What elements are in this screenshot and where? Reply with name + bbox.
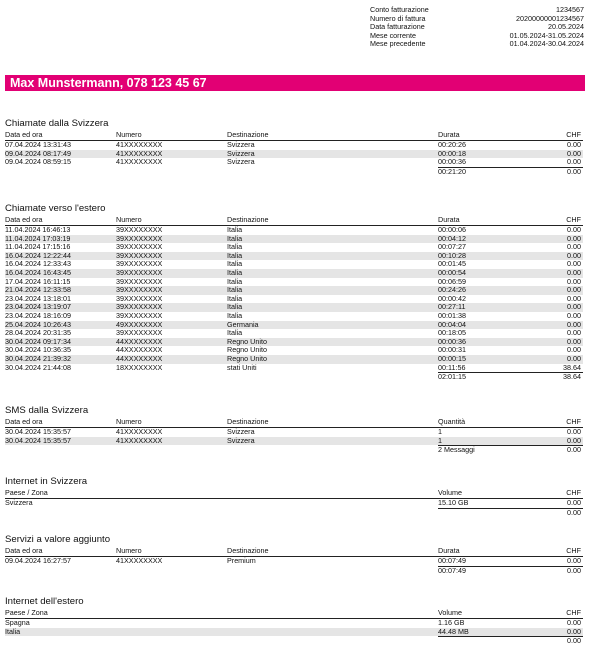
table-cell: 39XXXXXXXX xyxy=(116,233,163,243)
table-cell: 11.04.2024 17:03:19 xyxy=(5,233,71,243)
table-cell: Italia xyxy=(227,293,243,303)
column-header: CHF xyxy=(566,608,581,617)
total-row xyxy=(5,566,583,575)
table-cell: 38.64 xyxy=(563,362,581,372)
table-row xyxy=(5,364,583,373)
section-title: SMS dalla Svizzera xyxy=(5,405,89,416)
table-cell: 16.04.2024 12:33:43 xyxy=(5,259,71,269)
table-cell: 23.04.2024 13:18:01 xyxy=(5,293,71,303)
table-cell: 07.04.2024 13:31:43 xyxy=(5,140,71,149)
column-header: Volume xyxy=(438,608,462,617)
table-cell: 09.04.2024 08:17:49 xyxy=(5,148,71,158)
table-row xyxy=(5,286,583,295)
table-cell: 39XXXXXXXX xyxy=(116,242,163,252)
table-cell: 11.04.2024 16:46:13 xyxy=(5,225,71,234)
table-row xyxy=(5,260,583,269)
table-cell: 00:11:56 xyxy=(438,362,466,372)
table-cell: 0.00 xyxy=(567,328,581,338)
table-row xyxy=(5,346,583,355)
column-header: CHF xyxy=(566,417,581,426)
table-cell: Svizzera xyxy=(227,435,255,445)
table-cell: 09.04.2024 08:59:15 xyxy=(5,157,71,167)
table-cell: 00:20:26 xyxy=(438,140,466,149)
table-cell: Italia xyxy=(227,310,243,320)
column-header: Durata xyxy=(438,215,460,224)
section-4 xyxy=(5,534,583,575)
table-cell: 39XXXXXXXX xyxy=(116,310,163,320)
table-cell: 0.00 xyxy=(567,498,581,507)
table-cell: Svizzera xyxy=(227,148,255,158)
table-cell: 0.00 xyxy=(567,319,581,329)
section-5 xyxy=(5,596,583,645)
table-cell: 30.04.2024 15:35:57 xyxy=(5,435,71,445)
table-cell: Italia xyxy=(227,250,243,260)
section-0 xyxy=(5,118,583,176)
column-header: Volume xyxy=(438,488,462,497)
table-cell: Italia xyxy=(227,328,243,338)
table-cell: 00:07:49 xyxy=(438,556,466,565)
column-header: Data ed ora xyxy=(5,546,43,555)
total-row xyxy=(5,508,583,517)
table-cell: Italia xyxy=(5,626,21,636)
table-cell: 30.04.2024 10:36:35 xyxy=(5,345,71,355)
table-cell: 0.00 xyxy=(567,435,581,445)
table-cell: 28.04.2024 20:31:35 xyxy=(5,328,71,338)
table-cell: 1 xyxy=(438,427,442,436)
meta-value: 01.04.2024-30.04.2024 xyxy=(509,39,584,49)
table-cell: 0.00 xyxy=(567,427,581,436)
table-cell: 00:01:38 xyxy=(438,310,466,320)
meta-label: Conto fatturazione xyxy=(370,5,429,14)
column-header: CHF xyxy=(566,215,581,224)
table-cell: 0.00 xyxy=(567,157,581,167)
table-cell: 39XXXXXXXX xyxy=(116,302,163,312)
section-title: Chiamate verso l'estero xyxy=(5,203,106,214)
table-cell: 00:24:26 xyxy=(438,285,466,295)
invoice-meta xyxy=(370,6,584,49)
table-cell: 00:00:06 xyxy=(438,225,466,234)
table-cell: 23.04.2024 18:16:09 xyxy=(5,310,71,320)
table-cell: 30.04.2024 21:39:32 xyxy=(5,353,71,363)
total-chf: 0.00 xyxy=(567,565,581,575)
meta-value: 01.05.2024-31.05.2024 xyxy=(509,30,584,40)
section-2 xyxy=(5,405,583,454)
column-header: Destinazione xyxy=(227,546,269,555)
table-cell: 0.00 xyxy=(567,148,581,158)
table-row xyxy=(5,226,583,235)
table-cell: 30.04.2024 09:17:34 xyxy=(5,336,71,346)
table-row xyxy=(5,278,583,287)
table-cell: 00:18:05 xyxy=(438,328,466,338)
table-cell: Italia xyxy=(227,259,243,269)
total-value: 02:01:15 xyxy=(438,372,466,382)
table-cell: 0.00 xyxy=(567,626,581,636)
table-cell: 00:07:27 xyxy=(438,242,466,252)
column-header: Data ed ora xyxy=(5,215,43,224)
total-chf: 0.00 xyxy=(567,636,581,646)
total-chf: 0.00 xyxy=(567,445,581,455)
table-row xyxy=(5,303,583,312)
table-cell: 0.00 xyxy=(567,345,581,355)
table-cell: 0.00 xyxy=(567,285,581,295)
table-cell: 41XXXXXXXX xyxy=(116,435,163,445)
column-header: CHF xyxy=(566,546,581,555)
table-cell: Svizzera xyxy=(227,140,255,149)
column-header: Paese / Zona xyxy=(5,488,48,497)
table-cell: 00:00:18 xyxy=(438,148,466,158)
meta-value: 1234567 xyxy=(556,5,584,14)
total-divider xyxy=(438,636,583,637)
table-cell: 15.10 GB xyxy=(438,498,469,507)
table-cell: 39XXXXXXXX xyxy=(116,259,163,269)
total-value: 00:21:20 xyxy=(438,166,466,176)
table-cell: 00:00:42 xyxy=(438,293,466,303)
total-row xyxy=(5,445,583,454)
meta-value: 20.05.2024 xyxy=(548,22,584,32)
table-cell: 16.04.2024 12:22:44 xyxy=(5,250,71,260)
total-value: 2 Messaggi xyxy=(438,445,475,455)
column-header: Durata xyxy=(438,546,460,555)
table-cell: 41XXXXXXXX xyxy=(116,157,163,167)
total-chf: 38.64 xyxy=(563,372,581,382)
table-row xyxy=(5,158,583,167)
column-header: CHF xyxy=(566,488,581,497)
table-cell: 1 xyxy=(438,435,442,445)
total-divider xyxy=(438,508,583,509)
total-row xyxy=(5,167,583,176)
table-cell: Svizzera xyxy=(5,498,33,507)
table-cell: 21.04.2024 12:33:58 xyxy=(5,285,71,295)
column-header: Destinazione xyxy=(227,215,269,224)
table-cell: 25.04.2024 10:26:43 xyxy=(5,319,71,329)
table-cell: Regno Unito xyxy=(227,353,267,363)
table-cell: 39XXXXXXXX xyxy=(116,328,163,338)
table-cell: 00:00:31 xyxy=(438,345,466,355)
table-cell: Germania xyxy=(227,319,259,329)
table-cell: 1.16 GB xyxy=(438,618,465,627)
column-header: Durata xyxy=(438,130,460,139)
section-title: Chiamate dalla Svizzera xyxy=(5,118,109,129)
table-cell: 0.00 xyxy=(567,276,581,286)
table-row xyxy=(5,437,583,446)
table-row xyxy=(5,628,583,637)
column-header: Data ed ora xyxy=(5,130,43,139)
table-row xyxy=(5,269,583,278)
table-row xyxy=(5,499,583,508)
total-chf: 0.00 xyxy=(567,507,581,517)
table-cell: 44XXXXXXXX xyxy=(116,345,163,355)
table-cell: 0.00 xyxy=(567,242,581,252)
table-cell: 39XXXXXXXX xyxy=(116,267,163,277)
table-cell: 41XXXXXXXX xyxy=(116,427,163,436)
table-row xyxy=(5,312,583,321)
table-cell: 00:00:15 xyxy=(438,353,466,363)
table-cell: 16.04.2024 16:43:45 xyxy=(5,267,71,277)
table-row xyxy=(5,141,583,150)
column-header: Destinazione xyxy=(227,130,269,139)
table-cell: Spagna xyxy=(5,618,30,627)
table-row xyxy=(5,295,583,304)
table-row xyxy=(5,557,583,566)
table-cell: 00:06:59 xyxy=(438,276,466,286)
customer-banner xyxy=(5,75,585,91)
table-cell: 0.00 xyxy=(567,140,581,149)
table-cell: 30.04.2024 21:44:08 xyxy=(5,362,71,372)
table-header xyxy=(5,216,583,226)
meta-value: 20200000001234567 xyxy=(516,13,584,23)
table-header xyxy=(5,609,583,619)
table-cell: 0.00 xyxy=(567,310,581,320)
table-cell: 18XXXXXXXX xyxy=(116,362,163,372)
table-row xyxy=(5,321,583,330)
column-header: Quantità xyxy=(438,417,466,426)
table-cell: 0.00 xyxy=(567,353,581,363)
table-cell: 0.00 xyxy=(567,259,581,269)
table-cell: 39XXXXXXXX xyxy=(116,225,163,234)
table-cell: 0.00 xyxy=(567,293,581,303)
table-cell: 39XXXXXXXX xyxy=(116,293,163,303)
table-cell: Italia xyxy=(227,276,243,286)
table-cell: 00:10:28 xyxy=(438,250,466,260)
table-row xyxy=(5,235,583,244)
column-header: Numero xyxy=(116,546,142,555)
table-cell: Regno Unito xyxy=(227,336,267,346)
meta-label: Mese precedente xyxy=(370,39,426,49)
total-row xyxy=(5,372,583,381)
table-cell: 00:04:12 xyxy=(438,233,466,243)
meta-label: Numero di fattura xyxy=(370,13,426,23)
table-cell: Regno Unito xyxy=(227,345,267,355)
meta-row xyxy=(370,40,584,49)
meta-label: Data fatturazione xyxy=(370,22,425,32)
table-cell: 30.04.2024 15:35:57 xyxy=(5,427,71,436)
table-header xyxy=(5,547,583,557)
table-cell: 23.04.2024 13:19:07 xyxy=(5,302,71,312)
table-cell: Svizzera xyxy=(227,427,255,436)
table-cell: 0.00 xyxy=(567,556,581,565)
table-cell: 09.04.2024 16:27:57 xyxy=(5,556,71,565)
table-cell: 39XXXXXXXX xyxy=(116,250,163,260)
table-cell: 44XXXXXXXX xyxy=(116,353,163,363)
section-title: Internet in Svizzera xyxy=(5,476,88,487)
total-value: 00:07:49 xyxy=(438,565,466,575)
table-cell: Svizzera xyxy=(227,157,255,167)
section-1 xyxy=(5,203,583,381)
column-header: Numero xyxy=(116,215,142,224)
table-header xyxy=(5,131,583,141)
table-cell: Italia xyxy=(227,285,243,295)
table-cell: 41XXXXXXXX xyxy=(116,148,163,158)
table-cell: Italia xyxy=(227,225,243,234)
table-row xyxy=(5,243,583,252)
column-header: Numero xyxy=(116,417,142,426)
table-cell: Premium xyxy=(227,556,256,565)
section-3 xyxy=(5,476,583,517)
table-row xyxy=(5,619,583,628)
table-cell: 0.00 xyxy=(567,250,581,260)
table-cell: 41XXXXXXXX xyxy=(116,140,163,149)
table-cell: Italia xyxy=(227,242,243,252)
table-cell: 00:04:04 xyxy=(438,319,466,329)
table-cell: 00:27:11 xyxy=(438,302,466,312)
table-cell: Italia xyxy=(227,233,243,243)
table-cell: 41XXXXXXXX xyxy=(116,556,163,565)
table-cell: 17.04.2024 16:11:15 xyxy=(5,276,71,286)
table-cell: Italia xyxy=(227,267,243,277)
table-cell: 39XXXXXXXX xyxy=(116,276,163,286)
table-cell: 00:01:45 xyxy=(438,259,466,269)
table-header xyxy=(5,418,583,428)
table-cell: 49XXXXXXXX xyxy=(116,319,163,329)
table-cell: Italia xyxy=(227,302,243,312)
meta-label: Mese corrente xyxy=(370,30,416,40)
table-cell: 00:00:36 xyxy=(438,157,466,167)
table-cell: 0.00 xyxy=(567,618,581,627)
section-title: Servizi a valore aggiunto xyxy=(5,534,111,545)
table-cell: 0.00 xyxy=(567,233,581,243)
table-cell: 00:00:54 xyxy=(438,267,466,277)
table-cell: 44.48 MB xyxy=(438,626,469,636)
column-header: Numero xyxy=(116,130,142,139)
customer-name-number: Max Munstermann, 078 123 45 67 xyxy=(10,76,207,90)
table-row xyxy=(5,428,583,437)
table-row xyxy=(5,252,583,261)
table-cell: 0.00 xyxy=(567,302,581,312)
column-header: Data ed ora xyxy=(5,417,43,426)
table-cell: 00:00:36 xyxy=(438,336,466,346)
column-header: Destinazione xyxy=(227,417,269,426)
column-header: CHF xyxy=(566,130,581,139)
table-row xyxy=(5,355,583,364)
table-cell: 0.00 xyxy=(567,225,581,234)
table-cell: 0.00 xyxy=(567,267,581,277)
table-cell: 11.04.2024 17:15:16 xyxy=(5,242,71,252)
table-cell: 0.00 xyxy=(567,336,581,346)
total-row xyxy=(5,636,583,645)
table-row xyxy=(5,329,583,338)
table-header xyxy=(5,489,583,499)
table-cell: 39XXXXXXXX xyxy=(116,285,163,295)
table-row xyxy=(5,338,583,347)
column-header: Paese / Zona xyxy=(5,608,48,617)
section-title: Internet dell'estero xyxy=(5,596,84,607)
table-cell: 44XXXXXXXX xyxy=(116,336,163,346)
table-cell: stati Uniti xyxy=(227,362,257,372)
total-chf: 0.00 xyxy=(567,166,581,176)
table-row xyxy=(5,150,583,159)
